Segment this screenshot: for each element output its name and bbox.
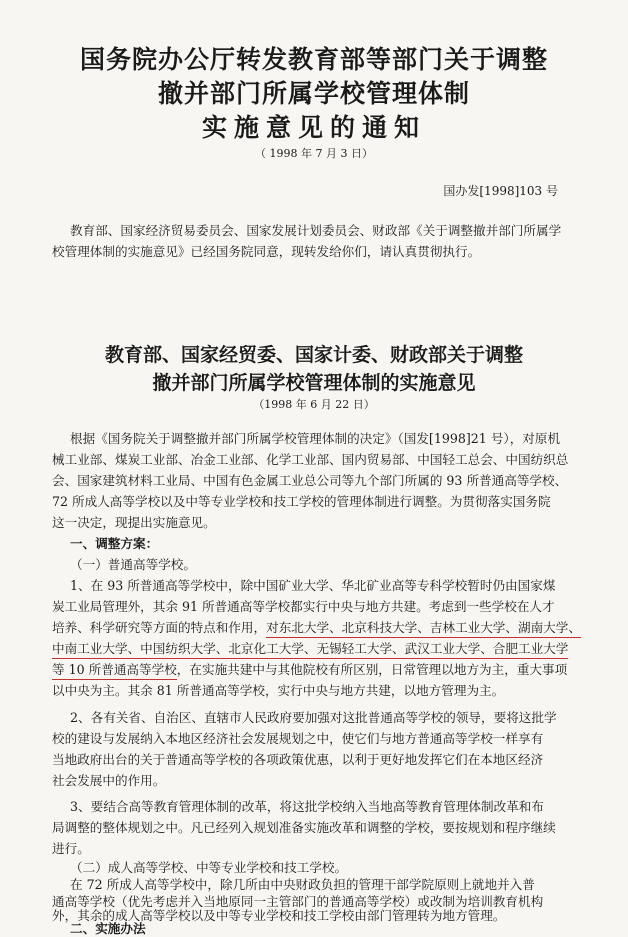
para2-line: 当地政府出台的关于普通高等学校的各项政策优惠，以利于更好地发挥它们在本地区经济 xyxy=(52,752,544,767)
notice-title-line-2: 撤并部门所属学校管理体制 xyxy=(157,79,470,108)
notice-title-line-3: 实施意见的通知 xyxy=(201,113,426,142)
notice-title-line-1: 国务院办公厅转发教育部等部门关于调整 xyxy=(79,45,548,74)
opinion-title-line-1: 教育部、国家经贸委、国家计委、财政部关于调整 xyxy=(104,344,523,366)
heading-adult-schools: （二）成人高等学校、中等专业学校和技工学校。 xyxy=(70,860,348,875)
para3-line: 局调整的整体规划之中。凡已经列入规划准备实施改革和调整的学校，要按规划和程序继续 xyxy=(52,820,556,835)
notice-date: （ 1998 年 7 月 3 日） xyxy=(255,147,373,160)
para1-line-3-plain: 培养、科学研究等方面的特点和作用， xyxy=(52,620,267,635)
para3-line: 进行。 xyxy=(52,841,90,856)
underlined-universities-1: 对东北大学、北京科技大学、吉林工业大学、湖南大学、 xyxy=(266,622,581,638)
para4-line: 通高等学校（优先考虑并入当地原同一主管部门的普通高等学校）或改制为培训教育机构 xyxy=(52,894,544,909)
underlined-universities-3: 等 10 所普通高等学校 xyxy=(52,664,177,680)
notice-body-line: 教育部、国家经济贸易委员会、国家发展计划委员会、财政部《关于调整撤并部门所属学 xyxy=(70,223,562,238)
heading-implementation: 二、实施办法 xyxy=(70,921,146,936)
para1-line-3 xyxy=(52,622,581,638)
intro-line: 这一决定，现提出实施意见。 xyxy=(52,515,216,530)
notice-body-line: 校管理体制的实施意见》已经国务院同意，现转发给你们，请认真贯彻执行。 xyxy=(52,244,481,259)
para1-line: 炭工业局管理外，其余 91 所普通高等学校都实行中央与地方共建。考虑到一些学校在人才 xyxy=(52,599,555,614)
para1-line-4 xyxy=(52,643,568,659)
para1-line-5 xyxy=(52,664,567,680)
para4-line: 在 72 所成人高等学校中，除几所由中央财政负担的管理干部学院原则上就地并入普 xyxy=(70,877,535,892)
notice-doc-number: 国办发[1998]103 号 xyxy=(443,184,558,198)
para1-line: 以中央为主。其余 81 所普通高等学校，实行中央与地方共建，以地方管理为主。 xyxy=(52,683,505,698)
opinion-title-line-2: 撤并部门所属学校管理体制的实施意见 xyxy=(152,372,476,394)
intro-line: 会、国家建筑材料工业局、中国有色金属工业总公司等九个部门所属的 93 所普通高等学校、 xyxy=(52,473,568,488)
para1-line-5-plain: ，在实施共建中与其他院校有所区别，日常管理以地方为主，重大事项 xyxy=(176,662,568,677)
heading-adjustment-plan: 一、调整方案： xyxy=(70,536,159,551)
intro-line: 根据《国务院关于调整撤并部门所属学校管理体制的决定》（国发[1998]21 号），对原机 xyxy=(70,431,561,446)
para4-line: 外，其余的成人高等学校以及中等专业学校和技工学校由部门管理转为地方管理。 xyxy=(52,908,506,923)
underlined-universities-2: 中南工业大学、中国纺织大学、北京化工大学、无锡轻工大学、武汉工业大学、合肥工业大学 xyxy=(52,643,568,659)
para3-line: 3、要结合高等教育管理体制的改革，将这批学校纳入当地高等教育管理体制改革和布 xyxy=(70,799,544,814)
intro-line: 72 所成人高等学校以及中等专业学校和技工学校的管理体制进行调整。为贯彻落实国务院 xyxy=(52,494,551,509)
para2-line: 校的建设与发展纳入本地区经济社会发展规划之中，使它们与地方普通高等学校一样享有 xyxy=(52,731,544,746)
para2-line: 社会发展中的作用。 xyxy=(52,773,166,788)
para2-line: 2、各有关省、自治区、直辖市人民政府要加强对这批普通高等学校的领导，要将这批学 xyxy=(70,710,557,725)
opinion-date: （1998 年 6 月 22 日） xyxy=(253,398,375,411)
intro-line: 械工业部、煤炭工业部、冶金工业部、化学工业部、国内贸易部、中国轻工总会、中国纺织总 xyxy=(52,452,569,467)
heading-regular-universities: （一）普通高等学校。 xyxy=(70,557,196,572)
para1-line: 1、在 93 所普通高等学校中，除中国矿业大学、华北矿业高等专科学校暂时仍由国家煤 xyxy=(70,578,556,593)
